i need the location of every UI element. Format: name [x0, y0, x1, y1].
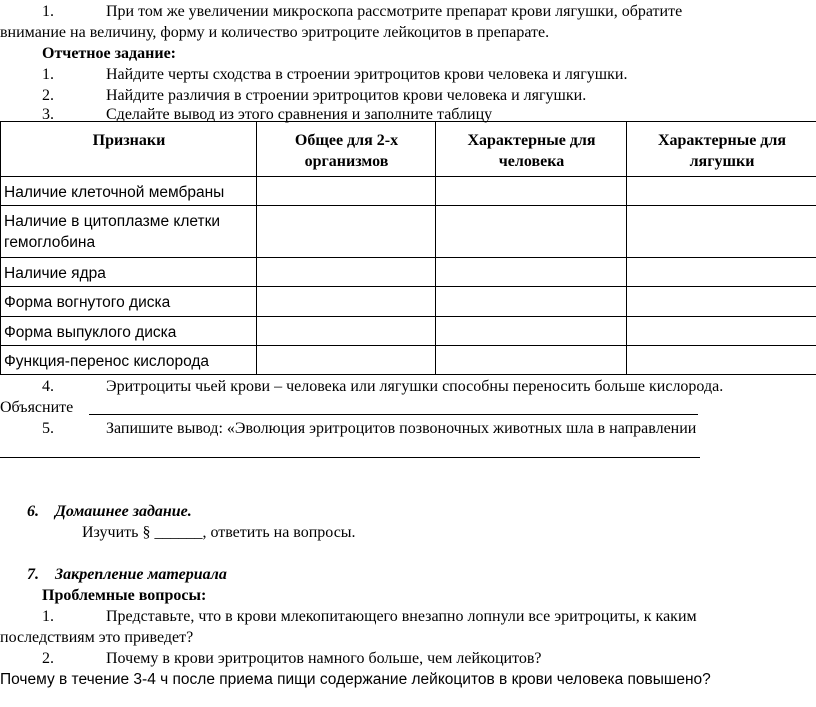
problem-questions-title: Проблемные вопросы:: [42, 587, 207, 604]
header-frog: Характерные для лягушки: [627, 122, 816, 177]
header-human: Характерные для человека: [436, 122, 627, 177]
cell-frog[interactable]: [627, 317, 816, 346]
row-label: Форма вогнутого диска: [1, 287, 257, 317]
section-7-title: Закрепление материала: [55, 566, 227, 583]
row-label: Наличие в цитоплазме клетки гемоглобина: [1, 206, 257, 258]
task-5-answer-line[interactable]: [0, 457, 700, 458]
item-1-text-continued: внимание на величину, форму и количество эритроците лейкоцитов в препарате.: [0, 24, 550, 41]
cell-common[interactable]: [257, 206, 436, 258]
homework-title: Домашнее задание.: [55, 503, 192, 520]
question-1-text: Представьте, что в крови млекопитающего внезапно лопнули все эритроциты, к каким: [106, 608, 697, 625]
row-label: Наличие клеточной мембраны: [1, 177, 257, 206]
cell-human[interactable]: [436, 177, 627, 206]
header-common: Общее для 2-х организмов: [257, 122, 436, 177]
task-2-text: Найдите различия в строении эритроцитов крови человека и лягушки.: [106, 87, 587, 104]
table-row: [1, 177, 816, 206]
task-4-text: Эритроциты чьей крови – человека или лягушки способны переносить больше кислорода.: [106, 378, 724, 395]
task-1-text: Найдите черты сходства в строении эритроцитов крови человека и лягушки.: [106, 66, 628, 83]
task-5-text: Запишите вывод: «Эволюция эритроцитов позвоночных животных шла в направлении: [106, 420, 697, 437]
question-1-text-continued: последствиям это приведет?: [0, 629, 194, 646]
table-row: [1, 206, 816, 258]
cell-frog[interactable]: [627, 287, 816, 317]
cell-common[interactable]: [257, 287, 436, 317]
task-4-number: 4.: [42, 378, 54, 395]
cell-human[interactable]: [436, 317, 627, 346]
cell-human[interactable]: [436, 346, 627, 375]
task-1-number: 1.: [42, 66, 54, 83]
task-5-number: 5.: [42, 420, 54, 437]
row-label: Функция-перенос кислорода: [1, 346, 257, 375]
homework-text: Изучить § ______, ответить на вопросы.: [82, 524, 356, 541]
cell-human[interactable]: [436, 258, 627, 287]
cell-common[interactable]: [257, 258, 436, 287]
cell-common[interactable]: [257, 177, 436, 206]
header-features: Признаки: [1, 122, 257, 177]
table-row: [1, 317, 816, 346]
cell-frog[interactable]: [627, 206, 816, 258]
cell-frog[interactable]: [627, 258, 816, 287]
cell-human[interactable]: [436, 206, 627, 258]
question-3-text: Почему в течение 3-4 ч после приема пищи содержание лейкоцитов в крови человека повышено?: [0, 671, 711, 688]
item-1-number: 1.: [42, 3, 54, 20]
task-2-number: 2.: [42, 87, 54, 104]
item-1-text: При том же увеличении микроскопа рассмотрите препарат крови лягушки, обратите: [106, 3, 683, 20]
task-3-text: Сделайте вывод из этого сравнения и заполните таблицу: [106, 106, 493, 123]
table-header-row: [1, 122, 816, 177]
table-row: [1, 346, 816, 375]
table-row: [1, 287, 816, 317]
cell-common[interactable]: [257, 317, 436, 346]
cell-common[interactable]: [257, 346, 436, 375]
task-4-explain-label: Объясните: [0, 399, 74, 416]
task-4-answer-line[interactable]: [89, 414, 698, 415]
row-label: Форма выпуклого диска: [1, 317, 257, 346]
task-3-number: 3.: [42, 106, 54, 123]
question-2-number: 2.: [42, 650, 54, 667]
cell-frog[interactable]: [627, 346, 816, 375]
section-7-number: 7.: [27, 566, 39, 583]
report-task-title: Отчетное задание:: [42, 45, 176, 62]
question-1-number: 1.: [42, 608, 54, 625]
cell-frog[interactable]: [627, 177, 816, 206]
question-2-text: Почему в крови эритроцитов намного больше, чем лейкоцитов?: [106, 650, 542, 667]
row-label: Наличие ядра: [1, 258, 257, 287]
section-6-number: 6.: [27, 503, 39, 520]
cell-human[interactable]: [436, 287, 627, 317]
comparison-table: [0, 121, 816, 375]
table-row: [1, 258, 816, 287]
